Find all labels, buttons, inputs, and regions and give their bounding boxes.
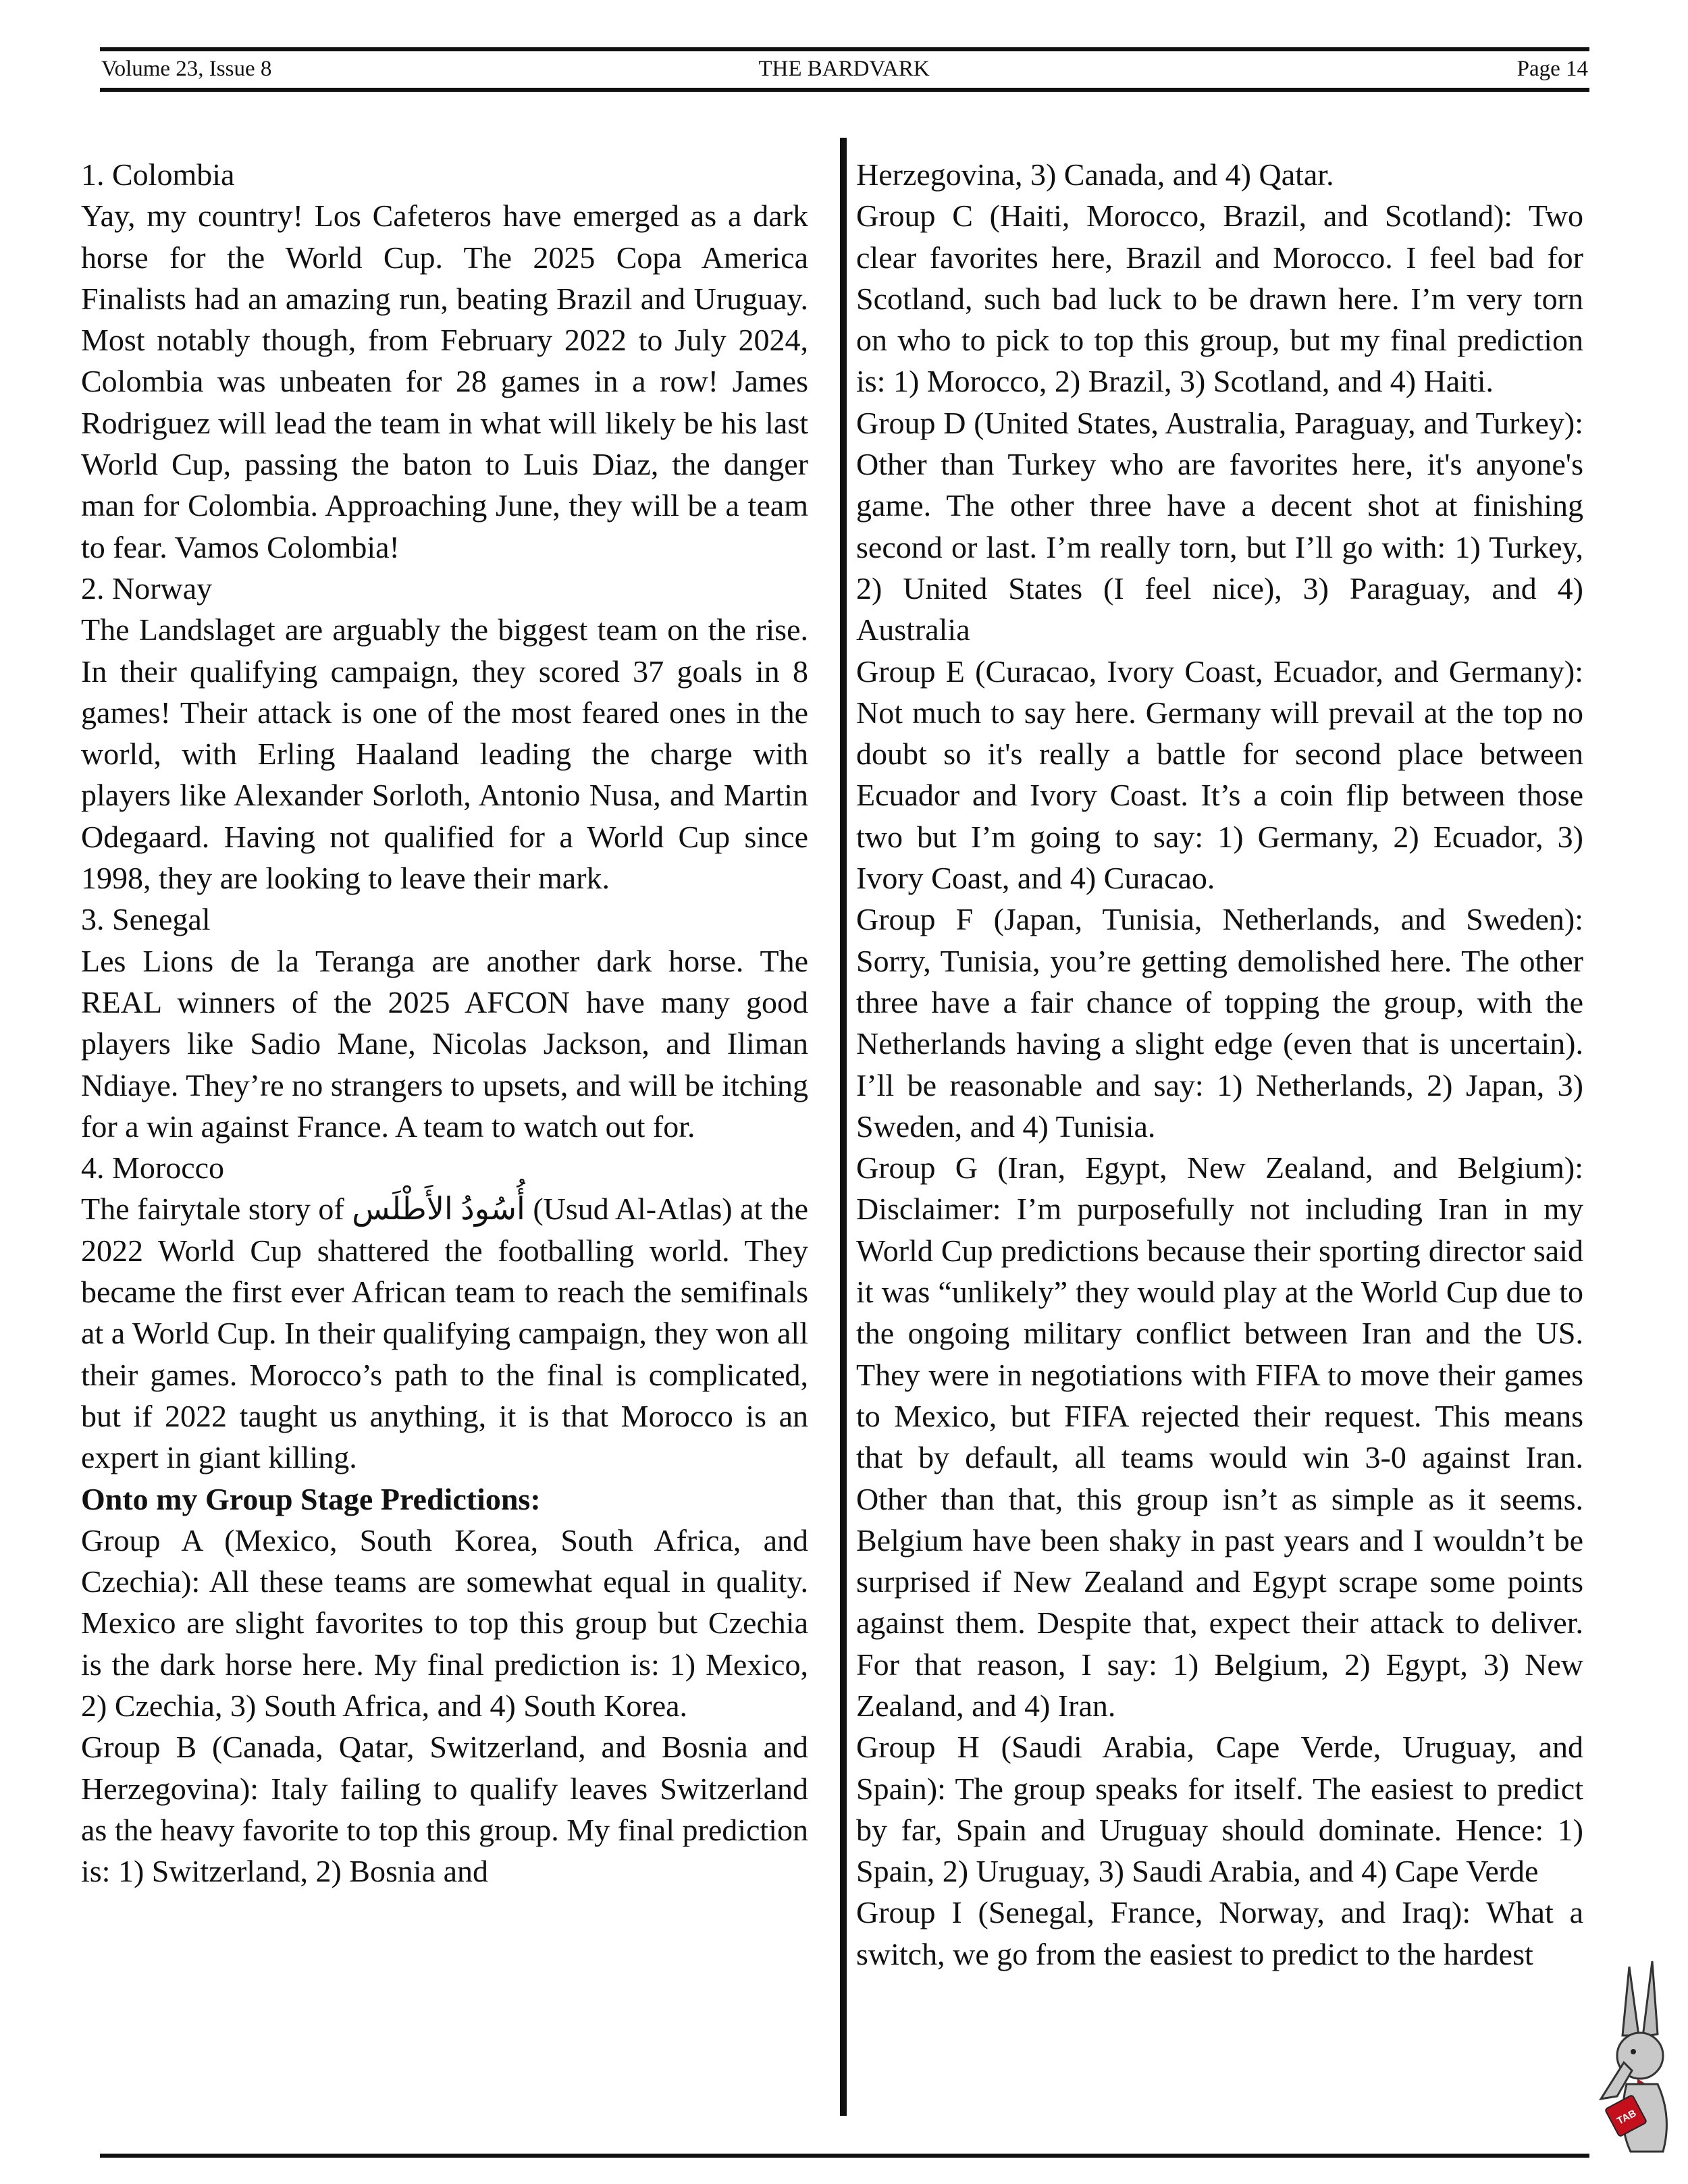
right-column-paragraph: Group F (Japan, Tunisia, Netherlands, and Sweden): Sorry, Tunisia, you’re getting demolished here. The other three have a fair chance of topping the group, with the Netherlands having a slight edge (even that is uncertain). I’ll be reasonable and say: 1) Netherlands, 2) Japan, 3) Sweden, and 4) Tunisia. [856,902,1583,1144]
left-column-paragraph: Les Lions de la Teranga are another dark horse. The REAL winners of the 2025 AFCON have many good players like Sadio Mane, Nicolas Jackson, and Iliman Ndiaye. They’re no strangers to upsets, and will be itching for a win against France. A team to watch out for. [81,943,808,1144]
left-column-paragraph: Group B (Canada, Qatar, Switzerland, and Bosnia and Herzegovina): Italy failing to qualify leaves Switzerland as the heavy favorite to top this group. My final prediction is: 1) Switzerland, 2) Bosnia and [81,1730,808,1889]
right-column-paragraph: Group D (United States, Australia, Paraguay, and Turkey): Other than Turkey who are favorites here, it's anyone's game. The other three have a decent shot at finishing second or last. I’m really torn, but I’ll go with: 1) Turkey, 2) United States (I feel nice), 3) Paraguay, and 4) Australia [856,405,1583,647]
right-column-paragraph: Group E (Curacao, Ivory Coast, Ecuador, and Germany): Not much to say here. Germany will prevail at the top no doubt so it's really a battle for second place between Ecuador and Ivory Coast. It’s a coin flip between those two but I’m going to say: 1) Germany, 2) Ecuador, 3) Ivory Coast, and 4) Curacao. [856,654,1583,896]
volume-issue: Volume 23, Issue 8 [101,57,272,81]
left-column-paragraph: Group A (Mexico, South Korea, South Africa, and Czechia): All these teams are somewhat equal in quality. Mexico are slight favorites to top this group but Czechia is the dark horse here. My final prediction is: 1) Mexico, 2) Czechia, 3) South Africa, and 4) South Korea. [81,1522,808,1723]
right-column [856,154,1583,1975]
left-column-paragraph: Yay, my country! Los Cafeteros have emerged as a dark horse for the World Cup. The 2025 Copa America Finalists had an amazing run, beating Brazil and Uruguay. Most notably though, from February 2022 to July 2024, Colombia was unbeaten for 28 games in a row! James Rodriguez will lead the team in what will likely be his last World Cup, passing the baton to Luis Diaz, the danger man for Colombia. Approaching June, they will be a team to fear. Vamos Colombia! [81,198,808,564]
right-column-paragraph: Group C (Haiti, Morocco, Brazil, and Scotland): Two clear favorites here, Brazil and Morocco. I feel bad for Scotland, such bad luck to be drawn here. I’m very torn on who to pick to top this group, but my final prediction is: 1) Morocco, 2) Brazil, 3) Scotland, and 4) Haiti. [856,198,1583,399]
left-column-heading: 2. Norway [81,570,213,606]
right-column-paragraph: Group I (Senegal, France, Norway, and Iraq): What a switch, we go from the easiest to predict to the hardest [856,1895,1583,1971]
newspaper-title: THE BARDVARK [758,57,930,81]
left-column-heading: 4. Morocco [81,1150,225,1186]
column-divider [840,138,847,2116]
header-top-rule [100,47,1589,51]
mascot-book-label: TAB [1615,2107,1639,2127]
header-bottom-rule [100,88,1589,92]
left-column [81,154,808,1892]
left-column-paragraph: The Landslaget are arguably the biggest team on the rise. In their qualifying campaign, they scored 37 goals in 8 games! Their attack is one of the most feared ones in the world, with Erling Haaland leading the charge with players like Alexander Sorloth, Antonio Nusa, and Martin Odegaard. Having not qualified for a World Cup since 1998, they are looking to leave their mark. [81,612,808,896]
footer-rule [100,2154,1589,2158]
left-column-section-heading: Onto my Group Stage Predictions: [81,1481,541,1516]
right-column-paragraph: Group H (Saudi Arabia, Cape Verde, Uruguay, and Spain): The group speaks for itself. The easiest to predict by far, Spain and Uruguay should dominate. Hence: 1) Spain, 2) Uruguay, 3) Saudi Arabia, and 4) Cape Verde [856,1730,1583,1889]
aardvark-mascot-icon [1590,1954,1678,2157]
left-column-heading: 1. Colombia [81,157,235,192]
left-column-paragraph: The fairytale story of أُسُودُ الأَطْلَس (Usud Al-Atlas) at the 2022 World Cup shattered the footballing world. They became the first ever African team to reach the semifinals at a World Cup. In their qualifying campaign, they won all their games. Morocco’s path to the final is complicated, but if 2022 taught us anything, it is that Morocco is an expert in giant killing. [81,1192,809,1475]
left-column-heading: 3. Senegal [81,902,211,937]
page-number: Page 14 [1516,57,1588,81]
right-column-paragraph: Herzegovina, 3) Canada, and 4) Qatar. [856,157,1334,192]
right-column-paragraph: Group G (Iran, Egypt, New Zealand, and Belgium): Disclaimer: I’m purposefully not including Iran in my World Cup predictions because their sporting director said it was “unlikely” they would play at the World Cup due to the ongoing military conflict between Iran and the US. They were in negotiations with FIFA to move their games to Mexico, but FIFA rejected their request. This means that by default, all teams would win 3-0 against Iran. Other than that, this group isn’t as simple as it seems. Belgium have been shaky in past years and I wouldn’t be surprised if New Zealand and Egypt scrape some points against them. Despite that, expect their attack to deliver. For that reason, I say: 1) Belgium, 2) Egypt, 3) New Zealand, and 4) Iran. [856,1150,1583,1723]
